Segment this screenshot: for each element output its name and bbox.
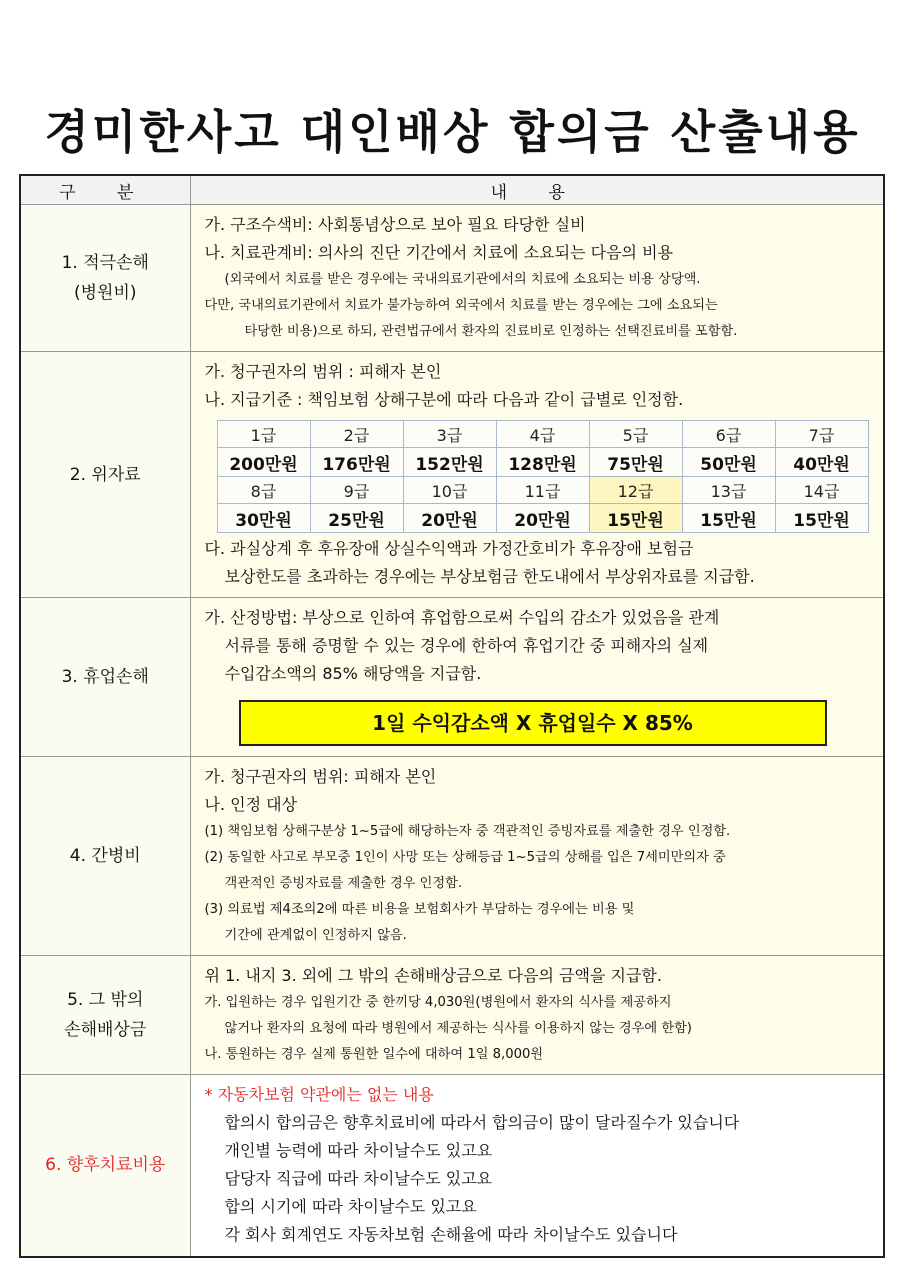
grade-cell: 2급 — [310, 421, 403, 448]
s6-line-1: 합의시 합의금은 향후치료비에 따라서 합의금이 많이 달라질수가 있습니다 — [224, 1113, 740, 1133]
s6-line-4: 합의 시기에 따라 차이날수도 있고요 — [224, 1197, 477, 1217]
grade-cell: 11급 — [496, 477, 589, 504]
page-title: 경미한사고 대인배상 합의금 산출내용 — [44, 105, 861, 159]
grade-cell: 1급 — [217, 421, 310, 448]
s3-line-1: 가. 산정방법: 부상으로 인하여 휴업함으로써 수입의 감소가 있었음을 관계 — [204, 608, 720, 627]
amount-cell: 20만원 — [496, 504, 589, 533]
s5-line: 위 1. 내지 3. 외에 그 밖의 손해배상금으로 다음의 금액을 지급함. — [204, 966, 662, 985]
section-6-label: 6. 향후치료비용 — [20, 1075, 190, 1257]
section-1-content — [190, 205, 884, 352]
grade-cell: 8급 — [217, 477, 310, 504]
s4-note-2: (2) 동일한 사고로 부모중 1인이 사망 또는 상해등급 1~5급의 상해를 입은 7세미만의자 중 — [204, 850, 726, 865]
amount-cell: 40만원 — [775, 448, 868, 477]
section-row-5 — [20, 956, 884, 1075]
section-6-content — [190, 1075, 884, 1257]
section-5-label-line2: 손해배상금 — [64, 1020, 147, 1040]
section-row-2 — [20, 352, 884, 598]
amount-cell: 15만원 — [682, 504, 775, 533]
s6-line-3: 담당자 직급에 따라 차이날수도 있고요 — [224, 1169, 493, 1189]
s6-note: * 자동차보험 약관에는 없는 내용 — [204, 1085, 434, 1105]
grade-cell: 9급 — [310, 477, 403, 504]
grade-cell: 3급 — [403, 421, 496, 448]
s1-note-2: 다만, 국내의료기관에서 치료가 불가능하여 외국에서 치료를 받는 경우에는 그에 소요되는 — [204, 298, 718, 313]
s4-note-1: (1) 책임보험 상해구분상 1~5급에 해당하는자 중 객관적인 증빙자료를 제출한 경우 인정함. — [204, 824, 731, 839]
section-row-6 — [20, 1075, 884, 1257]
grade-cell: 5급 — [589, 421, 682, 448]
s3-line-2: 서류를 통해 증명할 수 있는 경우에 한하여 휴업기간 중 피해자의 실제 — [224, 636, 709, 655]
section-2-content — [190, 352, 884, 598]
section-2-label: 2. 위자료 — [20, 352, 190, 598]
amount-cell: 25만원 — [310, 504, 403, 533]
section-5-label-line1: 5. 그 밖의 — [67, 990, 144, 1010]
amount-cell: 176만원 — [310, 448, 403, 477]
s4-note-4: (3) 의료법 제4조의2에 따른 비용을 보험회사가 부담하는 경우에는 비용 및 — [204, 902, 635, 917]
section-3-label: 3. 휴업손해 — [20, 598, 190, 757]
s6-line-5: 각 회사 회계연도 자동차보험 손해율에 따라 차이날수도 있습니다 — [224, 1225, 678, 1245]
s1-line-1: 가. 구조수색비: 사회통념상으로 보아 필요 타당한 실비 — [204, 215, 586, 234]
header-content: 내 용 — [190, 175, 884, 205]
grade-row-1 — [217, 421, 868, 448]
s5-note-2: 않거나 환자의 요청에 따라 병원에서 제공하는 식사를 이용하지 않는 경우에 한함) — [224, 1021, 692, 1036]
section-4-content — [190, 757, 884, 956]
section-row-3 — [20, 598, 884, 757]
section-5-content — [190, 956, 884, 1075]
grade-cell: 7급 — [775, 421, 868, 448]
table-header-row — [20, 175, 884, 205]
s4-line-1: 가. 청구권자의 범위: 피해자 본인 — [204, 767, 437, 786]
section-1-label-line1: 1. 적극손해 — [61, 253, 149, 273]
section-row-4 — [20, 757, 884, 956]
s4-note-5: 기간에 관계없이 인정하지 않음. — [224, 928, 407, 943]
s4-note-3: 객관적인 증빙자료를 제출한 경우 인정함. — [224, 876, 463, 891]
settlement-table — [19, 174, 885, 1258]
s3-line-3: 수입감소액의 85% 해당액을 지급함. — [224, 664, 482, 683]
amount-row-1 — [217, 448, 868, 477]
grade-cell: 6급 — [682, 421, 775, 448]
grade-row-2 — [217, 477, 868, 504]
s1-note-3: 타당한 비용)으로 하되, 관련법규에서 환자의 진료비로 인정하는 선택진료비를 포함함. — [244, 324, 738, 339]
s1-note-1: (외국에서 치료를 받은 경우에는 국내의료기관에서의 치료에 소요되는 비용 상당액. — [224, 272, 701, 287]
grade-cell: 13급 — [682, 477, 775, 504]
s2-line-1: 가. 청구권자의 범위 : 피해자 본인 — [204, 362, 442, 381]
s6-line-2: 개인별 능력에 따라 차이날수도 있고요 — [224, 1141, 493, 1161]
s5-note-3: 나. 통원하는 경우 실제 통원한 일수에 대하여 1일 8,000원 — [204, 1047, 544, 1062]
amount-cell: 200만원 — [217, 448, 310, 477]
grade-cell: 10급 — [403, 477, 496, 504]
grade-cell-highlighted: 12급 — [589, 477, 682, 504]
amount-cell: 15만원 — [775, 504, 868, 533]
amount-cell: 75만원 — [589, 448, 682, 477]
amount-cell: 128만원 — [496, 448, 589, 477]
amount-cell: 20만원 — [403, 504, 496, 533]
amount-cell: 30만원 — [217, 504, 310, 533]
section-1-label-line2: (병원비) — [73, 283, 137, 303]
s4-line-2: 나. 인정 대상 — [204, 795, 298, 814]
section-1-label — [20, 205, 190, 352]
section-row-1 — [20, 205, 884, 352]
section-3-content — [190, 598, 884, 757]
s1-line-2: 나. 치료관계비: 의사의 진단 기간에서 치료에 소요되는 다음의 비용 — [204, 243, 673, 262]
formula-box: 1일 수익감소액 X 휴업일수 X 85% — [239, 700, 827, 746]
amount-row-2 — [217, 504, 868, 533]
s5-note-1: 가. 입원하는 경우 입원기간 중 한끼당 4,030원(병원에서 환자의 식사를 제공하지 — [204, 995, 672, 1010]
grade-cell: 14급 — [775, 477, 868, 504]
grade-table — [217, 420, 869, 533]
s2-line-2: 나. 지급기준 : 책임보험 상해구분에 따라 다음과 같이 급별로 인정함. — [204, 390, 684, 409]
s2-tail-2: 보상한도를 초과하는 경우에는 부상보험금 한도내에서 부상위자료를 지급함. — [224, 567, 755, 586]
s2-tail-1: 다. 과실상계 후 후유장애 상실수익액과 가정간호비가 후유장애 보험금 — [204, 539, 694, 558]
section-5-label — [20, 956, 190, 1075]
section-4-label: 4. 간병비 — [20, 757, 190, 956]
grade-cell: 4급 — [496, 421, 589, 448]
amount-cell: 152만원 — [403, 448, 496, 477]
amount-cell-highlighted: 15만원 — [589, 504, 682, 533]
header-category: 구 분 — [20, 175, 190, 205]
amount-cell: 50만원 — [682, 448, 775, 477]
